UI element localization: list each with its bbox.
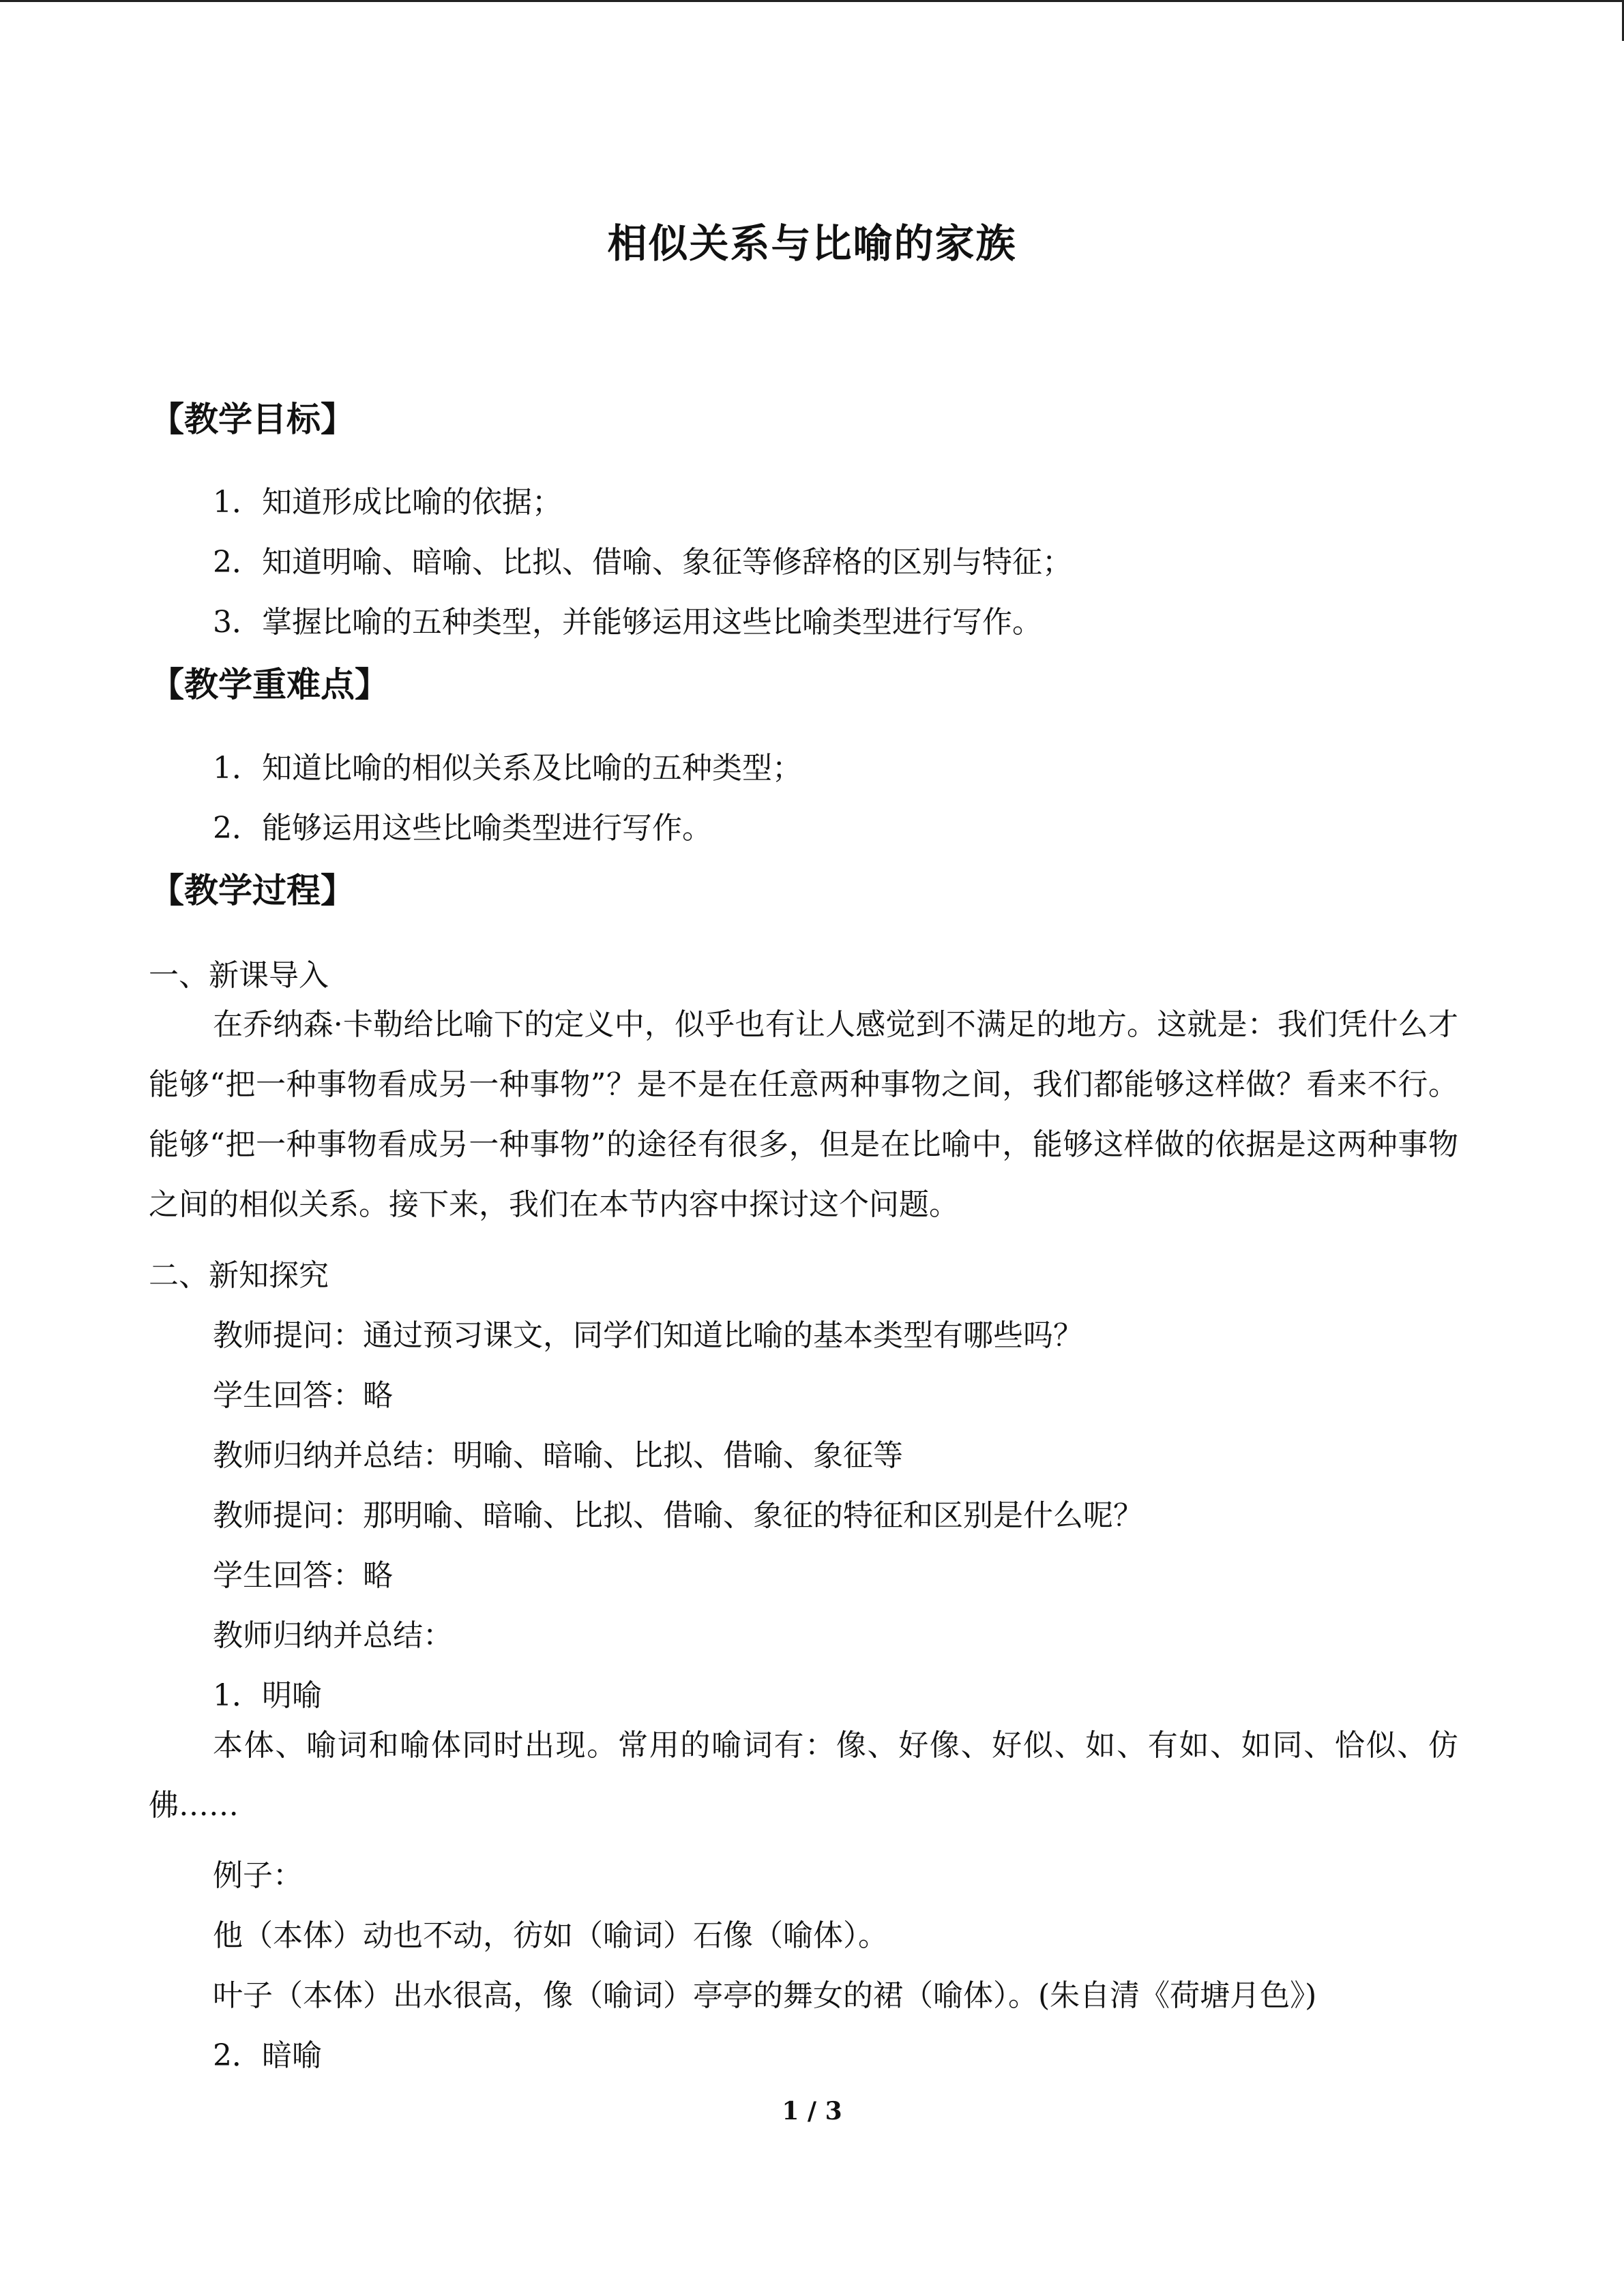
- goal-item-3: 3．掌握比喻的五种类型，并能够运用这些比喻类型进行写作。: [213, 605, 1042, 640]
- keypoint-item-2: 2．能够运用这些比喻类型进行写作。: [213, 811, 712, 846]
- part1-title: 一、新课导入: [149, 958, 329, 993]
- intro-paragraph: 在乔纳森·卡勒给比喻下的定义中，似乎也有让人感觉到不满足的地方。这就是：我们凭什么才能够“把一种事物看成另一种事物”？是不是在任意两种事物之间，我们都能够这样做？看来不行。能够“把一种事物看成另一种事物”的途径有很多，但是在比喻中，能够这样做的依据是这两种事物之间的相似关系。接下来，我们在本节内容中探讨这个问题。: [149, 1007, 1459, 1222]
- process-line-2: 学生回答：略: [213, 1378, 393, 1413]
- page-top-border: [0, 0, 1624, 2]
- process-heading: 【教学过程】: [150, 870, 355, 910]
- process-line-6: 教师归纳并总结：: [213, 1618, 453, 1653]
- page-title: 相似关系与比喻的家族: [607, 220, 1017, 267]
- keypoint-item-1: 1．知道比喻的相似关系及比喻的五种类型；: [213, 751, 802, 786]
- section-anyu: 2．暗喻: [213, 2038, 322, 2073]
- goals-heading: 【教学目标】: [150, 399, 355, 439]
- process-line-5: 学生回答：略: [213, 1558, 393, 1593]
- example-line-1: 他（本体）动也不动，彷如（喻词）石像（喻体）。: [213, 1918, 888, 1953]
- process-line-1: 教师提问：通过预习课文，同学们知道比喻的基本类型有哪些吗？: [213, 1318, 1083, 1353]
- process-line-3: 教师归纳并总结：明喻、暗喻、比拟、借喻、象征等: [213, 1438, 903, 1473]
- process-line-4: 教师提问：那明喻、暗喻、比拟、借喻、象征的特征和区别是什么呢？: [213, 1498, 1143, 1533]
- goal-item-1: 1．知道形成比喻的依据；: [213, 485, 562, 520]
- part2-title: 二、新知探究: [149, 1258, 329, 1293]
- page-indicator: 1 / 3: [782, 2097, 842, 2126]
- keypoints-heading: 【教学重难点】: [150, 664, 389, 704]
- example-line-2: 叶子（本体）出水很高，像（喻词）亭亭的舞女的裙（喻体）。(朱自清《荷塘月色》): [213, 1978, 1317, 2013]
- mingyu-paragraph: 本体、喻词和喻体同时出现。常用的喻词有：像、好像、好似、如、有如、如同、恰似、仿佛……: [149, 1728, 1458, 1823]
- goal-item-2: 2．知道明喻、暗喻、比拟、借喻、象征等修辞格的区别与特征；: [213, 545, 1072, 580]
- example-label: 例子：: [213, 1858, 303, 1893]
- process-line-7: 1．明喻: [213, 1678, 322, 1713]
